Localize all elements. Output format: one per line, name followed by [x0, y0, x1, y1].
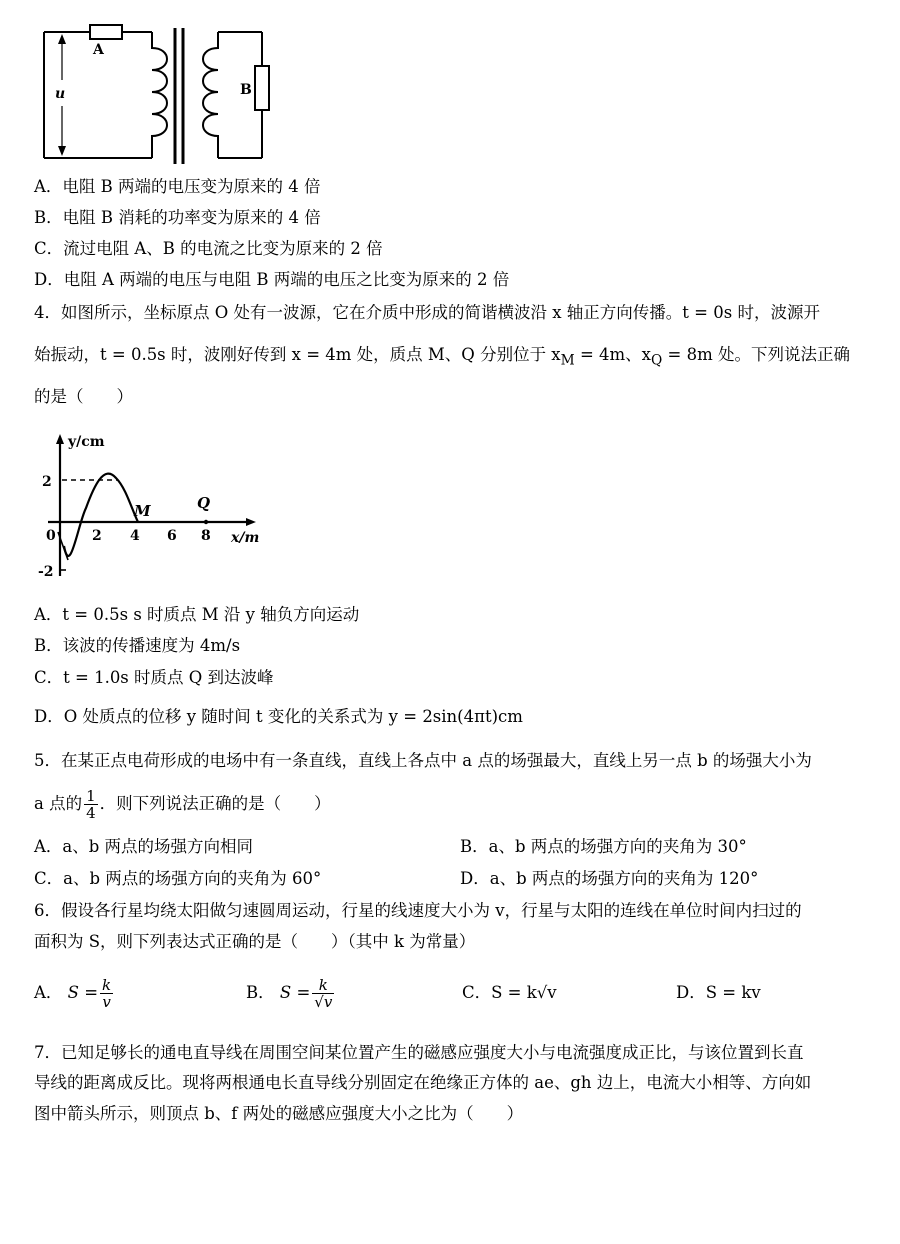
- q5-option-b: B．a、b 两点的场强方向的夹角为 30°: [460, 837, 747, 856]
- q5-stem-line1: 5．在某正点电荷形成的电场中有一条直线，直线上各点中 a 点的场强最大，直线上另一点 b 的场强大小为: [34, 751, 812, 770]
- q7-stem-line1: 7．已知足够长的通电直导线在周围空间某位置产生的磁感应强度大小与电流强度成正比，与该位置到长直: [34, 1043, 804, 1062]
- q4-option-a: A．t = 0.5s s 时质点 M 沿 y 轴负方向运动: [34, 605, 360, 624]
- q6-stem-line1: 6．假设各行星均绕太阳做匀速圆周运动，行星的线速度大小为 v，行星与太阳的连线在单位时间内扫过的: [34, 901, 802, 920]
- x-tick-8: 8: [201, 528, 211, 544]
- q5-stem-line2: a 点的 $\frac{1}{4}$ ．则下列说法正确的是（ ）: [34, 787, 331, 822]
- q6-option-d: D．S = kv: [676, 983, 761, 1002]
- transformer-circuit-figure: [34, 18, 284, 168]
- q6-stem-line2: 面积为 S，则下列表达式正确的是（ ）（其中 k 为常量）: [34, 932, 476, 951]
- q4-stem-line1: 4．如图所示，坐标原点 O 处有一波源，它在介质中形成的简谐横波沿 x 轴正方向传播。t = 0s 时，波源开: [34, 303, 820, 322]
- q4-stem-line2: 始振动，t = 0.5s 时，波刚好传到 x = 4m 处，质点 M、Q 分别位于 $x_M = 4m$、$x_Q = 8m$ 处。下列说法正确: [34, 345, 850, 369]
- q3-option-d: D．电阻 A 两端的电压与电阻 B 两端的电压之比变为原来的 2 倍: [34, 270, 510, 289]
- y-tick-2: 2: [42, 474, 52, 490]
- resistor-a-label: A: [93, 42, 104, 58]
- x-axis-label: x/m: [231, 530, 260, 546]
- resistor-b-label: B: [240, 82, 252, 98]
- point-q-label: Q: [197, 494, 211, 512]
- y-tick-minus-2: -2: [38, 564, 54, 580]
- q4-stem-line3: 的是（ ）: [34, 387, 133, 406]
- q6-option-a: A． S = $\frac{k}{v}$: [34, 976, 112, 1011]
- q6-option-b: B． S = $\frac{k}{√v}$: [246, 976, 333, 1011]
- q3-option-b: B．电阻 B 消耗的功率变为原来的 4 倍: [34, 208, 321, 227]
- q3-option-c: C．流过电阻 A、B 的电流之比变为原来的 2 倍: [34, 239, 383, 258]
- x-tick-6: 6: [167, 528, 177, 544]
- q5-option-a: A．a、b 两点的场强方向相同: [34, 837, 254, 856]
- q6-option-c: C．S = k√v: [462, 983, 557, 1002]
- q5-option-d: D．a、b 两点的场强方向的夹角为 120°: [460, 869, 759, 888]
- q4-option-d: D．O 处质点的位移 y 随时间 t 变化的关系式为 y = 2sin(4πt)cm: [34, 707, 523, 726]
- x-tick-2: 2: [92, 528, 102, 544]
- q3-option-a: A．电阻 B 两端的电压变为原来的 4 倍: [34, 177, 321, 196]
- origin-label: 0: [46, 528, 56, 544]
- q7-stem-line3: 图中箭头所示，则顶点 b、f 两处的磁感应强度大小之比为（ ）: [34, 1104, 524, 1123]
- point-m-label: M: [134, 502, 151, 520]
- fraction-one-quarter: $\frac{1}{4}$: [86, 787, 96, 822]
- x-tick-4: 4: [130, 528, 140, 544]
- q4-option-b: B．该波的传播速度为 4m/s: [34, 636, 241, 655]
- y-axis-label: y/cm: [68, 434, 105, 450]
- voltage-u-label: u: [55, 86, 66, 102]
- q5-option-c: C．a、b 两点的场强方向的夹角为 60°: [34, 869, 322, 888]
- wave-graph-figure: [34, 428, 274, 584]
- q7-stem-line2: 导线的距离成反比。现将两根通电长直导线分别固定在绝缘正方体的 ae、gh 边上，电流大小相等、方向如: [34, 1073, 812, 1092]
- q4-option-c: C．t = 1.0s 时质点 Q 到达波峰: [34, 668, 274, 687]
